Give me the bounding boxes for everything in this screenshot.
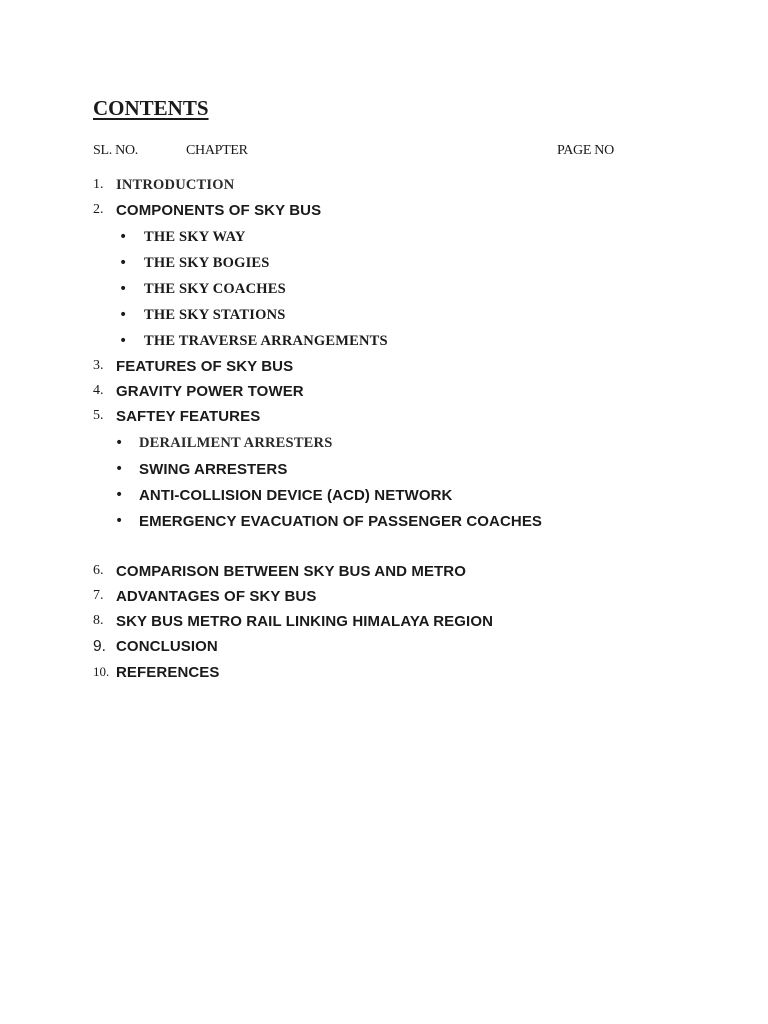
sub-item-label: EMERGENCY EVACUATION OF PASSENGER COACHES bbox=[139, 513, 543, 530]
item-label: FEATURES OF SKY BUS bbox=[116, 358, 294, 375]
bullet-icon: • bbox=[115, 487, 124, 503]
bullet-icon: • bbox=[115, 461, 124, 477]
item-label: GRAVITY POWER TOWER bbox=[116, 383, 304, 400]
item-number: 3. bbox=[93, 358, 104, 373]
item-label: CONCLUSION bbox=[116, 638, 218, 655]
bullet-icon: • bbox=[115, 435, 124, 451]
item-number: 5. bbox=[93, 408, 104, 423]
column-header-page-no: PAGE NO bbox=[557, 143, 614, 158]
column-header-chapter: CHAPTER bbox=[186, 143, 248, 158]
bullet-icon: • bbox=[119, 255, 128, 271]
bullet-icon: • bbox=[115, 513, 124, 529]
bullet-icon: • bbox=[119, 333, 128, 349]
item-number: 1. bbox=[93, 177, 104, 192]
column-header-sl-no: SL. NO. bbox=[93, 143, 138, 158]
sub-item-label: ANTI-COLLISION DEVICE (ACD) NETWORK bbox=[139, 487, 453, 504]
item-label: SKY BUS METRO RAIL LINKING HIMALAYA REGION bbox=[116, 613, 494, 630]
page-title: CONTENTS bbox=[93, 96, 209, 120]
sub-item-label: THE SKY STATIONS bbox=[144, 307, 286, 323]
bullet-icon: • bbox=[119, 307, 128, 323]
item-number: 2. bbox=[93, 202, 104, 217]
sub-item-label: THE SKY WAY bbox=[144, 229, 246, 245]
item-number: 6. bbox=[93, 563, 104, 578]
sub-item-label: SWING ARRESTERS bbox=[139, 461, 288, 478]
sub-item-label: THE TRAVERSE ARRANGEMENTS bbox=[144, 333, 388, 349]
sub-item-label: THE SKY BOGIES bbox=[144, 255, 270, 271]
item-label: COMPONENTS OF SKY BUS bbox=[116, 202, 322, 219]
item-label: INTRODUCTION bbox=[116, 177, 235, 193]
item-number: 7. bbox=[93, 588, 104, 603]
item-number: 4. bbox=[93, 383, 104, 398]
bullet-icon: • bbox=[119, 281, 128, 297]
item-label: ADVANTAGES OF SKY BUS bbox=[116, 588, 317, 605]
item-number: 8. bbox=[93, 613, 104, 628]
sub-item-label: DERAILMENT ARRESTERS bbox=[139, 435, 333, 451]
item-number: 9. bbox=[93, 638, 106, 655]
item-label: COMPARISON BETWEEN SKY BUS AND METRO bbox=[116, 563, 467, 580]
bullet-icon: • bbox=[119, 229, 128, 245]
item-label: SAFTEY FEATURES bbox=[116, 408, 261, 425]
item-number: 10. bbox=[93, 664, 110, 679]
sub-item-label: THE SKY COACHES bbox=[144, 281, 286, 297]
item-label: REFERENCES bbox=[116, 664, 220, 681]
